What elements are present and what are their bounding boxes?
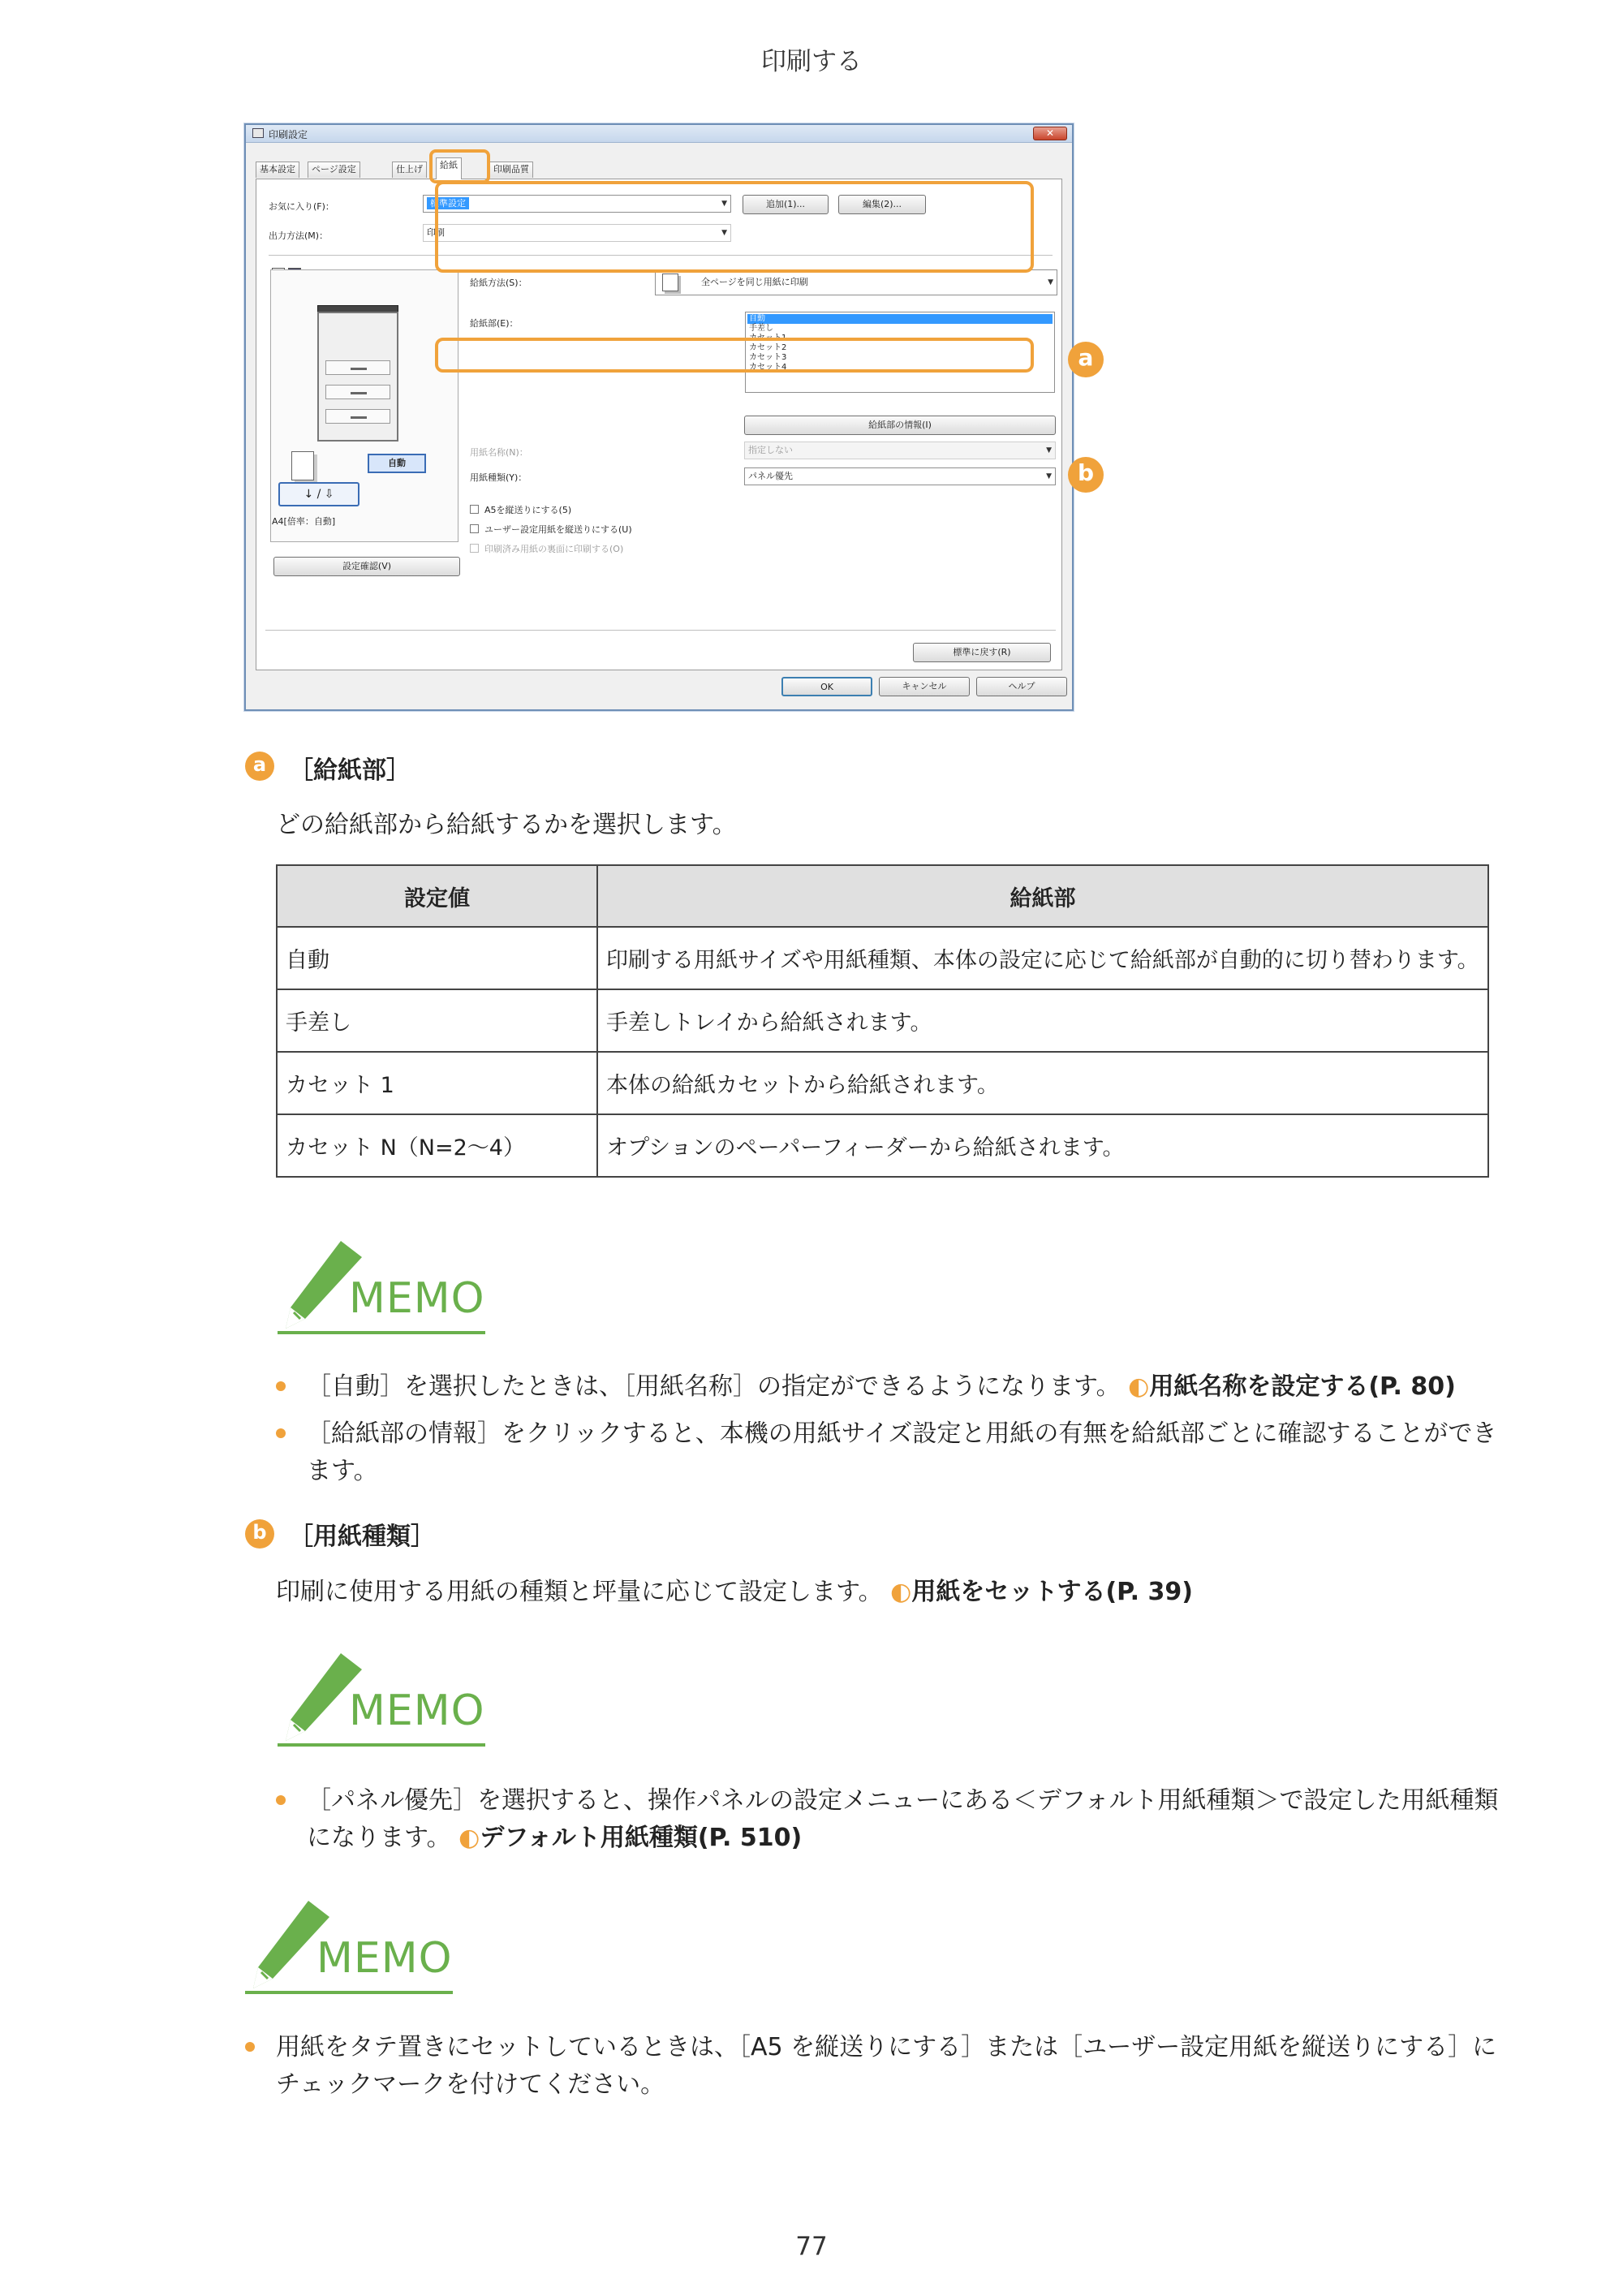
tab-finishing[interactable]: 仕上げ — [392, 162, 427, 178]
separator — [265, 630, 1056, 631]
memo-item — [307, 1782, 1508, 1857]
list-item[interactable]: カセット4 — [749, 363, 787, 372]
source-info-button[interactable]: 給紙部の情報(I) — [744, 416, 1056, 435]
paper-source-label: 給紙部(E)： — [470, 318, 519, 329]
section-description — [276, 1571, 1193, 1607]
tab-highlight-frame — [429, 149, 490, 183]
memo-text: チェックマークを付けてください。 — [276, 2070, 665, 2099]
table-header-row — [277, 865, 1488, 927]
chevron-down-icon: ▼ — [721, 200, 727, 208]
table-cell: 自動 — [277, 927, 597, 989]
link-arrow-icon: ◐ — [890, 1578, 912, 1606]
user-paper-portrait-checkbox[interactable] — [470, 524, 479, 533]
memo-label: MEMO — [316, 1934, 453, 1983]
printed-back-label: 印刷済み用紙の裏面に印刷する(O) — [484, 544, 624, 554]
list-item[interactable]: カセット2 — [749, 343, 787, 352]
memo-label: MEMO — [349, 1274, 485, 1323]
list-item[interactable]: 自動 — [747, 314, 1053, 324]
table-cell: 本体の給紙カセットから給紙されます。 — [597, 1052, 1488, 1114]
callout-frame-a — [435, 181, 1034, 273]
pages-icon — [662, 274, 678, 291]
section-heading-paper-source: ［給紙部］ — [289, 756, 411, 785]
section-heading-paper-type: ［用紙種類］ — [289, 1523, 435, 1551]
favorites-label: お気に入り(F)： — [269, 201, 334, 212]
table-cell: 手差し — [277, 989, 597, 1052]
memo-underline — [245, 1991, 453, 1994]
paper-name-value: 指定しない — [748, 445, 793, 455]
paper-stack-icon — [291, 451, 314, 480]
table-row — [277, 927, 1488, 989]
cassette-drawer — [325, 360, 390, 375]
feed-method-value: 全ページを同じ用紙に印刷 — [701, 277, 808, 287]
paper-source-table — [276, 864, 1489, 1178]
paper-type-combo[interactable] — [744, 467, 1056, 485]
memo-label: MEMO — [349, 1686, 485, 1735]
memo-text: ［パネル優先］を選択すると、操作パネルの設定メニューにある＜デフォルト用紙種類＞で設定した用紙種類 — [307, 1786, 1499, 1815]
ok-button[interactable]: OK — [781, 677, 872, 696]
table-cell: カセット 1 — [277, 1052, 597, 1114]
preview-badge: 自動 — [368, 454, 426, 473]
chevron-down-icon: ▼ — [1046, 446, 1052, 454]
paper-name-label: 用紙名称(N)： — [470, 447, 528, 458]
memo-item — [276, 2029, 1509, 2104]
section-description: どの給紙部から給紙するかを選択します。 — [276, 811, 737, 839]
memo-text: 用紙をタテ置きにセットしているときは、［A5 を縦送りにする］または［ユーザー設定用紙を縦送りにする］に — [276, 2033, 1497, 2061]
table-cell: オプションのペーパーフィーダーから給紙されます。 — [597, 1114, 1488, 1177]
list-item[interactable]: カセット3 — [749, 353, 787, 362]
favorites-value: 標準設定 — [427, 197, 469, 209]
memo-text: ます。 — [307, 1457, 378, 1485]
table-row — [277, 1114, 1488, 1177]
chevron-down-icon: ▼ — [1048, 278, 1053, 286]
bullet-icon — [276, 1381, 286, 1391]
memo-text: ［給紙部の情報］をクリックすると、本機の用紙サイズ設定と用紙の有無を給紙部ごとに確認することができ — [307, 1419, 1497, 1448]
link-load-paper[interactable]: 用紙をセットする(P. 39) — [911, 1578, 1193, 1606]
paper-type-value: パネル優先 — [748, 471, 793, 481]
memo-text: ［自動］を選択したときは、［用紙名称］の指定ができるようになります。 — [307, 1372, 1121, 1401]
feed-method-label: 給紙方法(S)： — [470, 278, 527, 288]
cassette-drawer — [325, 385, 390, 399]
section-marker-a: a — [245, 752, 274, 781]
bullet-icon — [276, 1795, 286, 1805]
close-button[interactable]: ✕ — [1033, 127, 1067, 140]
feed-method-combo[interactable] — [655, 269, 1057, 295]
table-cell: カセット N（N=2～4） — [277, 1114, 597, 1177]
restore-defaults-button[interactable]: 標準に戻す(R) — [913, 643, 1051, 662]
orientation-icon[interactable]: ↓ / ⇩ — [278, 482, 359, 506]
confirm-settings-button[interactable]: 設定確認(V) — [273, 557, 460, 576]
paper-name-combo — [744, 442, 1056, 459]
printer-icon — [252, 128, 264, 138]
table-cell: 手差しトレイから給紙されます。 — [597, 989, 1488, 1052]
memo-underline — [278, 1743, 485, 1747]
table-header: 給紙部 — [597, 865, 1488, 927]
add-button[interactable]: 追加(1)... — [743, 195, 829, 214]
cancel-button[interactable]: キャンセル — [879, 677, 970, 696]
callout-marker-b: b — [1068, 457, 1104, 493]
output-value: 印刷 — [427, 227, 445, 238]
bullet-icon — [245, 2042, 255, 2052]
tab-basic[interactable]: 基本設定 — [256, 162, 299, 178]
section-marker-b: b — [245, 1519, 274, 1549]
bullet-icon — [276, 1428, 286, 1438]
tab-page-setup[interactable]: ページ設定 — [308, 162, 360, 178]
memo-item — [307, 1368, 1456, 1406]
dialog-titlebar — [246, 125, 1072, 143]
edit-button[interactable]: 編集(2)... — [838, 195, 926, 214]
callout-marker-a: a — [1068, 342, 1104, 377]
link-paper-name[interactable]: 用紙名称を設定する(P. 80) — [1149, 1372, 1456, 1401]
table-row — [277, 989, 1488, 1052]
link-arrow-icon: ◐ — [1128, 1372, 1150, 1401]
output-label: 出力方法(M)： — [269, 230, 329, 241]
link-default-paper-type[interactable]: デフォルト用紙種類(P. 510) — [480, 1824, 803, 1852]
list-item[interactable]: 手差し — [749, 324, 773, 333]
memo-item — [307, 1415, 1508, 1490]
cassette-drawer — [325, 409, 390, 424]
page-number: 77 — [795, 2232, 828, 2261]
description-text: 印刷に使用する用紙の種類と坪量に応じて設定します。 — [276, 1578, 883, 1606]
dialog-title: 印刷設定 — [269, 129, 308, 140]
user-paper-portrait-label: ユーザー設定用紙を縦送りにする(U) — [484, 524, 632, 535]
a5-portrait-checkbox[interactable] — [470, 505, 479, 514]
table-header: 設定値 — [277, 865, 597, 927]
tab-paper-source[interactable]: 給紙 — [436, 157, 462, 179]
memo-underline — [278, 1331, 485, 1334]
chevron-down-icon: ▼ — [1046, 472, 1052, 480]
table-cell: 印刷する用紙サイズや用紙種類、本体の設定に応じて給紙部が自動的に切り替わります。 — [597, 927, 1488, 989]
memo-text: になります。 — [307, 1824, 451, 1852]
paper-type-label: 用紙種類(Y)： — [470, 472, 527, 483]
printed-back-checkbox — [470, 544, 479, 553]
table-row — [277, 1052, 1488, 1114]
tab-quality[interactable]: 印刷品質 — [489, 162, 533, 178]
chevron-down-icon: ▼ — [721, 229, 727, 237]
page-header: 印刷する — [761, 47, 862, 76]
preview-caption: A4[倍率：自動] — [272, 516, 336, 527]
help-button[interactable]: ヘルプ — [976, 677, 1067, 696]
callout-frame-b — [435, 338, 1034, 373]
list-item[interactable]: カセット1 — [749, 334, 787, 342]
a5-portrait-label: A5を縦送りにする(5) — [484, 505, 572, 515]
link-arrow-icon: ◐ — [458, 1824, 480, 1852]
